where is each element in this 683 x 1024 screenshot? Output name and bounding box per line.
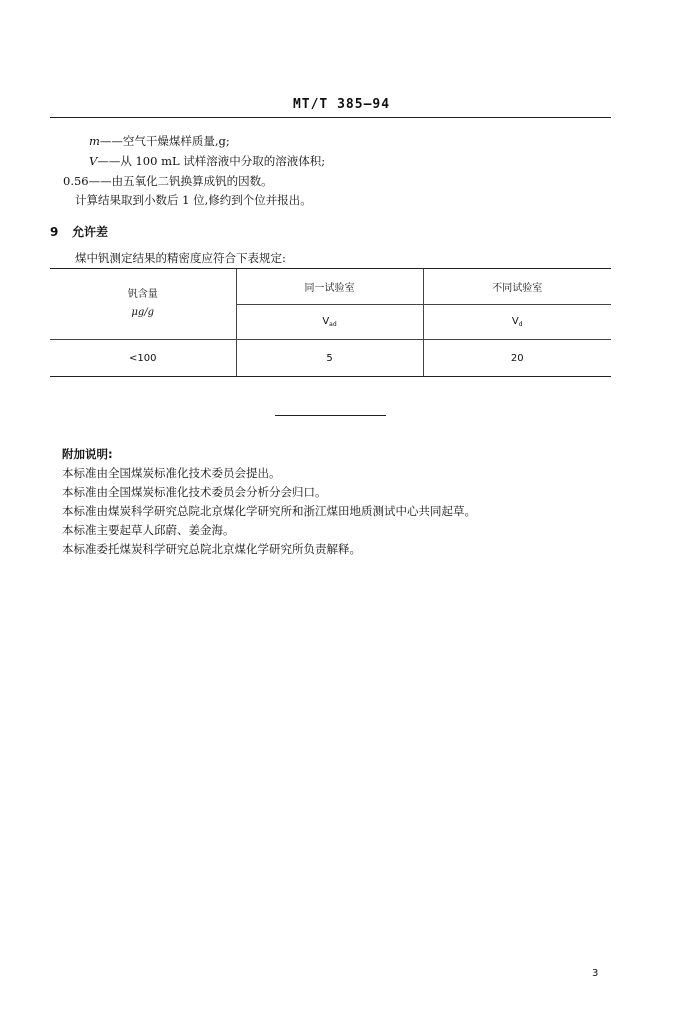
param-unit: μg/g [131,307,155,318]
calculation-note: 计算结果取到小数后 1 位,修约到个位并报出。 [75,193,312,207]
section-title: 允许差 [72,225,109,239]
table-cell-content: <100 [50,340,236,377]
page-number: 3 [592,968,599,979]
param-header-cell [50,269,236,340]
page-header: MT/T 385—94 [292,97,391,112]
additional-notes-title: 附加说明: [62,447,113,461]
param-label: 钒含量 [127,289,158,300]
additional-note-line: 本标准由全国煤炭标准化技术委员会分析分会归口。 [62,485,327,499]
col2-header: 不同试验室 [423,269,611,305]
precision-table [50,268,611,377]
additional-note-line: 本标准由全国煤炭标准化技术委员会提出。 [62,466,281,480]
definition-m: m——空气干燥煤样质量,g; [89,134,230,148]
definition-factor: 0.56——由五氧化二钒换算成钒的因数。 [63,174,273,188]
table-cell-repeatability: 5 [236,340,423,377]
table-cell-reproducibility: 20 [423,340,611,377]
col2-symbol-cell: $V_d$ [423,305,611,340]
definition-v: V——从 100 mL 试样溶液中分取的溶液体积; [89,154,326,168]
section-intro: 煤中钒测定结果的精密度应符合下表规定: [75,251,286,265]
additional-note-line: 本标准由煤炭科学研究总院北京煤化学研究所和浙江煤田地质测试中心共同起草。 [62,504,476,518]
section-number: 9 [50,225,59,239]
col1-header: 同一试验室 [236,269,423,305]
header-rule [50,117,611,118]
section-divider [275,415,386,416]
additional-note-line: 本标准主要起草人邱蔚、姜金海。 [62,523,235,537]
col1-symbol-cell: $V_{ad}$ [236,305,423,340]
additional-note-line: 本标准委托煤炭科学研究总院北京煤化学研究所负责解释。 [62,542,361,556]
section-heading [50,223,108,240]
